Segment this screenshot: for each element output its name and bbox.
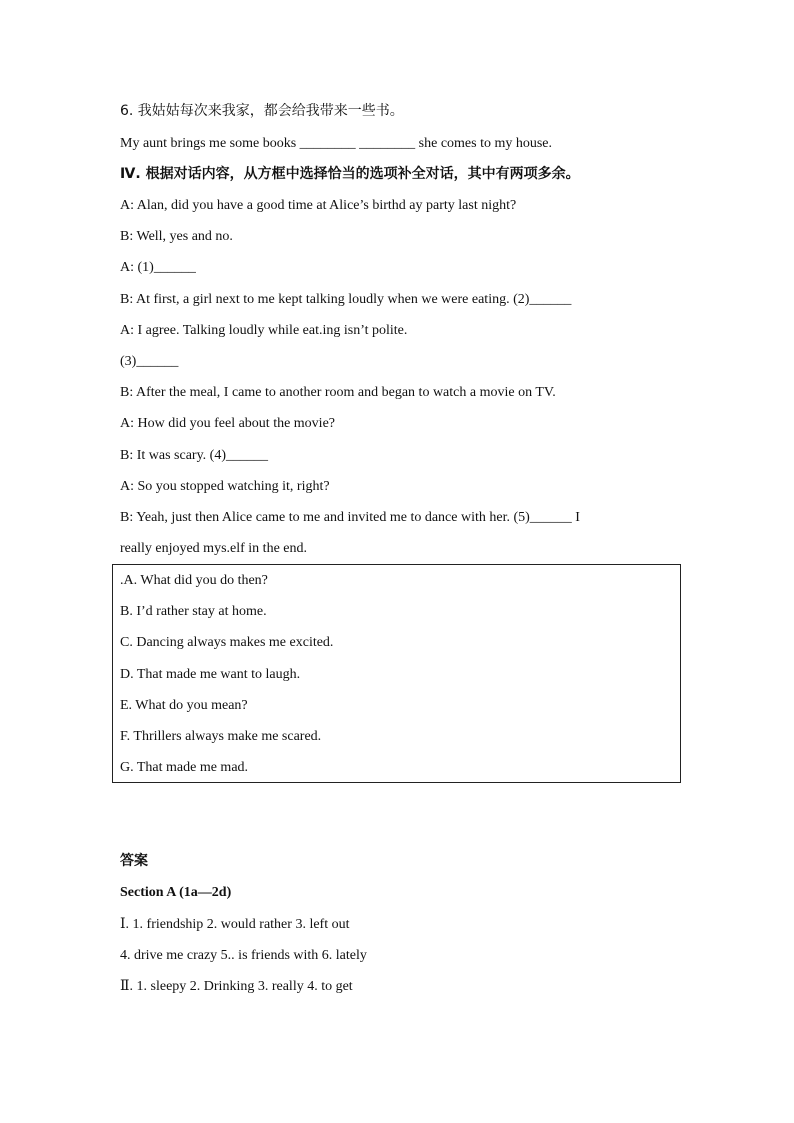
dialogue-line-12: really enjoyed mys.elf in the end. <box>120 541 307 556</box>
answers-section-title: Section A (1a—2d) <box>120 885 232 900</box>
option-a: .A. What did you do then? <box>120 573 268 588</box>
option-b: B. I’d rather stay at home. <box>120 604 267 619</box>
option-e: E. What do you mean? <box>120 698 248 713</box>
option-g: G. That made me mad. <box>120 760 249 775</box>
section-4-heading: Ⅳ. 根据对话内容，从方框中选择恰当的选项补全对话，其中有两项多余。 <box>120 166 580 182</box>
dialogue-line-1: A: Alan, did you have a good time at Alice’s birthd ay party last night? <box>120 198 517 213</box>
dialogue-line-9: B: It was scary. (4)______ <box>120 448 269 463</box>
dialogue-line-2: B: Well, yes and no. <box>120 229 233 244</box>
dialogue-line-6: (3)______ <box>120 354 179 369</box>
dialogue-line-4: B: At first, a girl next to me kept talking loudly when we were eating. (2)______ <box>120 292 572 307</box>
question-6-english: My aunt brings me some books ________ ________ she comes to my house. <box>120 136 553 151</box>
options-box <box>112 564 681 783</box>
dialogue-line-7: B: After the meal, I came to another room and began to watch a movie on TV. <box>120 385 556 400</box>
answer-line-3: Ⅱ. 1. sleepy 2. Drinking 3. really 4. to get <box>120 979 353 994</box>
dialogue-line-3: A: (1)______ <box>120 260 196 275</box>
question-6-chinese: 6. 我姑姑每次来我家，都会给我带来一些书。 <box>120 103 404 119</box>
dialogue-line-8: A: How did you feel about the movie? <box>120 416 336 431</box>
answer-line-2: 4. drive me crazy 5.. is friends with 6. lately <box>120 948 367 963</box>
answer-line-1: Ⅰ. 1. friendship 2. would rather 3. left out <box>120 917 350 932</box>
dialogue-line-5: A: I agree. Talking loudly while eat.ing isn’t polite. <box>120 323 408 338</box>
dialogue-line-11: B: Yeah, just then Alice came to me and invited me to dance with her. (5)______ I <box>120 510 580 525</box>
option-d: D. That made me want to laugh. <box>120 667 301 682</box>
option-f: F. Thrillers always make me scared. <box>120 729 322 744</box>
answers-heading: 答案 <box>120 853 148 869</box>
dialogue-line-10: A: So you stopped watching it, right? <box>120 479 330 494</box>
option-c: C. Dancing always makes me excited. <box>120 635 334 650</box>
